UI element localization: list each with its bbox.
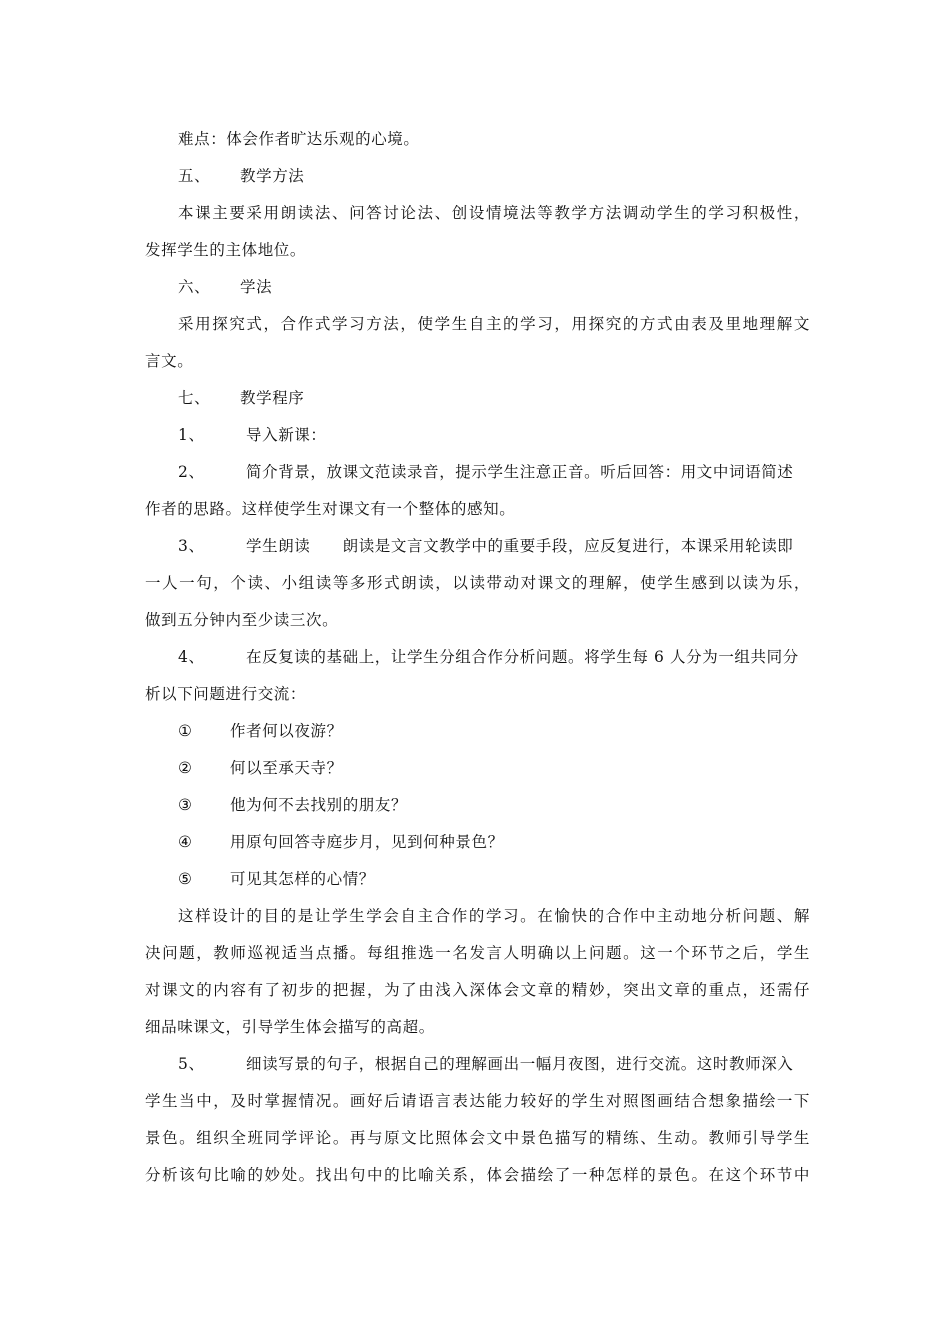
section-number: 七、	[178, 389, 211, 407]
paragraph-line	[145, 1083, 810, 1120]
section-title: 教学方法	[240, 167, 305, 185]
section-number: 五、	[178, 167, 211, 185]
section-heading	[145, 380, 810, 417]
line-text: 一人一句，个读、小组读等多形式朗读，以读带动对课文的理解，使学生感到以读为乐，	[145, 574, 810, 592]
numbered-item	[145, 454, 810, 491]
paragraph-line	[145, 306, 810, 343]
item-text: 在反复读的基础上，让学生分组合作分析问题。将学生每 6 人分为一组共同分	[246, 648, 799, 666]
line-text: 采用探究式，合作式学习方法，使学生自主的学习，用探究的方式由表及里地理解文	[178, 315, 810, 333]
question-item	[145, 750, 810, 787]
question-marker: ⑤	[178, 870, 193, 888]
question-item	[145, 713, 810, 750]
paragraph-line	[145, 121, 810, 158]
item-number: 1、	[178, 426, 205, 444]
line-text: 决问题，教师巡视适当点播。每组推选一名发言人明确以上问题。这一个环节之后，学生	[145, 944, 810, 962]
paragraph-line	[145, 565, 810, 602]
section-heading	[145, 269, 810, 306]
line-text: 作者的思路。这样使学生对课文有一个整体的感知。	[145, 500, 516, 518]
numbered-item	[145, 417, 810, 454]
question-item	[145, 861, 810, 898]
paragraph-line	[145, 1120, 810, 1157]
question-marker: ④	[178, 833, 193, 851]
line-text: 细品味课文，引导学生体会描写的高超。	[145, 1018, 435, 1036]
line-text: 发挥学生的主体地位。	[145, 241, 307, 259]
section-title: 教学程序	[240, 389, 305, 407]
line-text: 本课主要采用朗读法、问答讨论法、创设情境法等教学方法调动学生的学习积极性，	[178, 204, 810, 222]
section-heading	[145, 158, 810, 195]
item-text: 学生朗读 朗读是文言文教学中的重要手段，应反复进行，本课采用轮读即	[246, 537, 794, 555]
paragraph-line	[145, 491, 810, 528]
question-text: 可见其怎样的心情？	[230, 870, 375, 888]
section-number: 六、	[178, 278, 211, 296]
question-text: 何以至承天寺？	[230, 759, 343, 777]
paragraph-line	[145, 676, 810, 713]
line-text: 景色。组织全班同学评论。再与原文比照体会文中景色描写的精练、生动。教师引导学生	[145, 1129, 810, 1147]
item-text: 简介背景，放课文范读录音，提示学生注意正音。听后回答：用文中词语简述	[246, 463, 794, 481]
paragraph-line	[145, 232, 810, 269]
section-title: 学法	[240, 278, 273, 296]
question-marker: ③	[178, 796, 193, 814]
item-number: 5、	[178, 1055, 205, 1073]
paragraph-line	[145, 935, 810, 972]
line-text: 做到五分钟内至少读三次。	[145, 611, 339, 629]
line-text: 对课文的内容有了初步的把握，为了由浅入深体会文章的精妙，突出文章的重点，还需仔	[145, 981, 810, 999]
item-number: 4、	[178, 648, 205, 666]
paragraph-line	[145, 343, 810, 380]
question-text: 用原句回答寺庭步月，见到何种景色？	[230, 833, 504, 851]
line-text: 分析该句比喻的妙处。找出句中的比喻关系，体会描绘了一种怎样的景色。在这个环节中	[145, 1166, 810, 1184]
line-text: 析以下问题进行交流：	[145, 685, 307, 703]
document-body	[145, 121, 810, 1194]
line-text: 学生当中，及时掌握情况。画好后请语言表达能力较好的学生对照图画结合想象描绘一下	[145, 1092, 810, 1110]
question-marker: ②	[178, 759, 193, 777]
line-text: 这样设计的目的是让学生学会自主合作的学习。在愉快的合作中主动地分析问题、解	[178, 907, 810, 925]
paragraph-line	[145, 898, 810, 935]
numbered-item	[145, 639, 810, 676]
paragraph-line	[145, 1157, 810, 1194]
numbered-item	[145, 528, 810, 565]
question-item	[145, 824, 810, 861]
question-marker: ①	[178, 722, 193, 740]
line-text: 难点：体会作者旷达乐观的心境。	[178, 130, 420, 148]
paragraph-line	[145, 972, 810, 1009]
paragraph-line	[145, 602, 810, 639]
item-text: 导入新课：	[246, 426, 327, 444]
item-text: 细读写景的句子，根据自己的理解画出一幅月夜图，进行交流。这时教师深入	[246, 1055, 794, 1073]
paragraph-line	[145, 1009, 810, 1046]
question-text: 他为何不去找别的朋友？	[230, 796, 408, 814]
line-text: 言文。	[145, 352, 194, 370]
question-item	[145, 787, 810, 824]
numbered-item	[145, 1046, 810, 1083]
item-number: 2、	[178, 463, 205, 481]
paragraph-line	[145, 195, 810, 232]
question-text: 作者何以夜游？	[230, 722, 343, 740]
item-number: 3、	[178, 537, 205, 555]
